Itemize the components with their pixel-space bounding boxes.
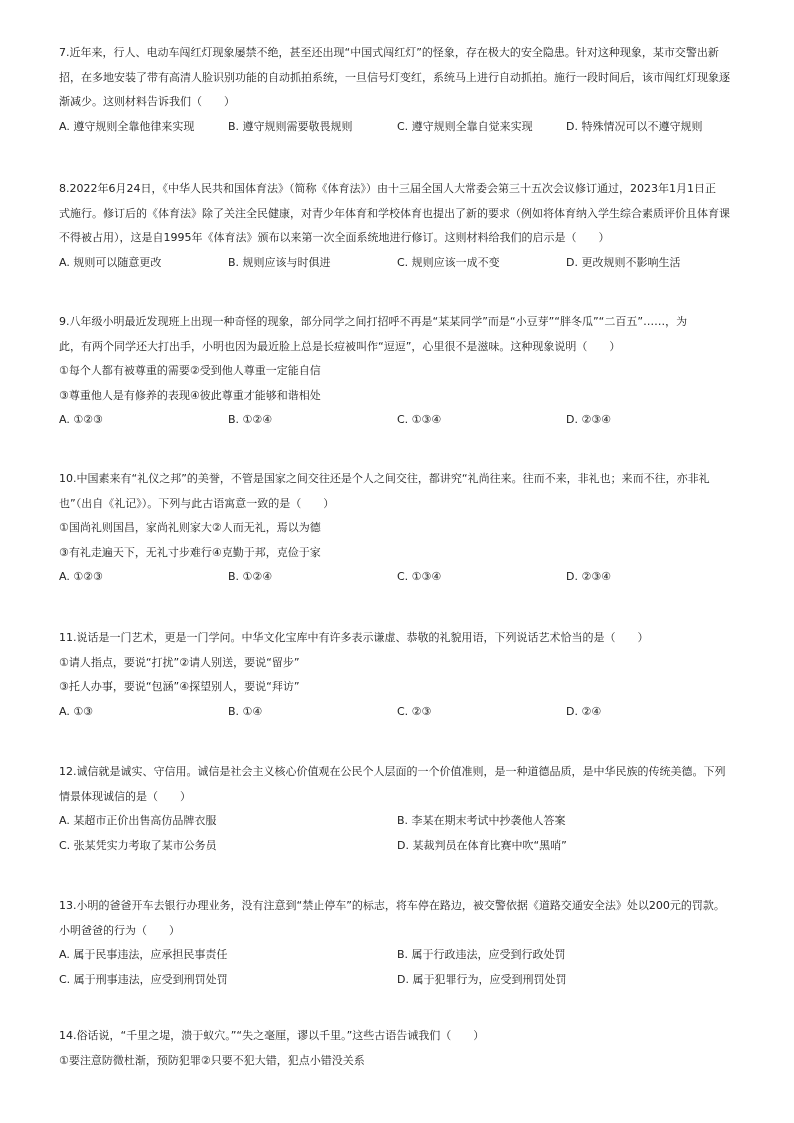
option-b: B. 李某在期末考试中抄袭他人答案: [397, 814, 566, 827]
question-text: 8.2022年6月24日，《中华人民共和国体育法》（简称《体育法》）由十三届全国人大常委会第三十五次会议修订通过，2023年1月1日正: [59, 182, 716, 195]
option-a: A. ①②③: [59, 570, 103, 583]
option-a: A. ①③: [59, 704, 94, 718]
option-c: C. 属于刑事违法，应受到刑罚处罚: [59, 972, 228, 986]
options-row: [59, 251, 739, 276]
question-11: [59, 626, 739, 724]
option-b: B. 遵守规则需要敬畏规则: [228, 119, 353, 133]
option-b: B. 规则应该与时俱进: [228, 255, 331, 269]
options-row: [59, 700, 739, 725]
question-text: 10.中国素来有“礼仪之邦”的美誉，不管是国家之间交往还是个人之间交往，都讲究“礼尚往来。往而不来，非礼也；来而不往，亦非礼: [59, 472, 710, 485]
option-c: C. 规则应该一成不变: [397, 255, 500, 269]
question-statement: ③有礼走遍天下，无礼寸步难行④克勤于邦，克俭于家: [59, 545, 321, 559]
question-text: 招，在多地安装了带有高清人脸识别功能的自动抓拍系统，一旦信号灯变红，系统马上进行自动抓拍。施行一段时间后，该市闯红灯现象逐: [59, 70, 730, 84]
option-d: D. 更改规则不影响生活: [566, 255, 681, 269]
option-b: B. 属于行政违法，应受到行政处罚: [397, 948, 566, 961]
option-a: A. 规则可以随意更改: [59, 255, 162, 269]
question-8: [59, 177, 739, 275]
option-b: B. ①②④: [228, 413, 273, 426]
question-statement: ①要注意防微杜渐，预防犯罪②只要不犯大错，犯点小错没关系: [59, 1053, 365, 1067]
option-a: A. 某超市正价出售高仿品牌衣服: [59, 814, 217, 827]
option-d: D. ②③④: [566, 413, 612, 426]
options-row: [59, 408, 739, 433]
question-12: [59, 760, 739, 858]
options-row: [59, 565, 739, 590]
option-c: C. 张某凭实力考取了某市公务员: [59, 838, 217, 852]
option-a: A. 遵守规则全靠他律来实现: [59, 119, 195, 133]
question-14: [59, 1024, 739, 1073]
question-7: [59, 41, 739, 139]
options-row: [59, 834, 739, 859]
question-statement: ①每个人都有被尊重的需要②受到他人尊重一定能自信: [59, 364, 321, 377]
question-9: [59, 310, 739, 433]
question-10: [59, 467, 739, 590]
question-13: [59, 894, 739, 992]
option-d: D. ②③④: [566, 570, 612, 583]
question-text: 情景体现诚信的是（ ）: [59, 789, 191, 803]
option-c: C. 遵守规则全靠自觉来实现: [397, 119, 533, 133]
option-c: C. ①③④: [397, 570, 442, 583]
options-row: [59, 809, 739, 834]
question-statement: ③托人办事，要说“包涵”④探望别人，要说“拜访”: [59, 680, 300, 693]
option-a: A. ①②③: [59, 413, 103, 426]
option-c: C. ①③④: [397, 413, 442, 426]
option-d: D. 某裁判员在体育比赛中吹“黑哨”: [397, 838, 567, 852]
question-text: 式施行。修订后的《体育法》除了关注全民健康，对青少年体育和学校体育也提出了新的要求（例如将体育纳入学生综合素质评价且体育课: [59, 206, 730, 220]
options-row: [59, 115, 739, 140]
option-b: B. ①④: [228, 704, 263, 718]
question-text: 12.诚信就是诚实、守信用。诚信是社会主义核心价值观在公民个人层面的一个价值准则，是一种道德品质，是中华民族的传统美德。下列: [59, 765, 726, 778]
question-text: 不得被占用），这是自1995年《体育法》颁布以来第一次全面系统地进行修订。这则材料给我们的启示是（ ）: [59, 231, 610, 244]
option-c: C. ②③: [397, 704, 432, 718]
question-statement: ③尊重他人是有修养的表现④彼此尊重才能够和谐相处: [59, 388, 321, 402]
option-d: D. ②④: [566, 704, 602, 718]
option-a: A. 属于民事违法，应承担民事责任: [59, 948, 228, 961]
options-row: [59, 968, 739, 993]
question-text: 也”（出自《礼记》）。下列与此古语寓意一致的是（ ）: [59, 496, 335, 510]
question-statement: ①国尚礼则国昌，家尚礼则家大②人而无礼，焉以为德: [59, 521, 321, 534]
question-text: 小明爸爸的行为（ ）: [59, 923, 180, 937]
question-statement: ①请人指点，要说“打扰”②请人别送，要说“留步”: [59, 655, 300, 669]
options-row: [59, 943, 739, 968]
question-text: 13.小明的爸爸开车去银行办理业务，没有注意到“禁止停车”的标志，将车停在路边，被交警依据《道路交通安全法》处以200元的罚款。: [59, 899, 725, 912]
question-text: 7.近年来，行人、电动车闯红灯现象屡禁不绝，甚至还出现“中国式闯红灯”的怪象，存在极大的安全隐患。针对这种现象，某市交警出新: [59, 46, 719, 59]
question-text: 11.说话是一门艺术，更是一门学问。中华文化宝库中有许多表示谦虚、恭敬的礼貌用语，下列说话艺术恰当的是（ ）: [59, 631, 649, 644]
question-text: 此，有两个同学还大打出手，小明也因为最近脸上总是长痘被叫作“逗逗”，心里很不是滋味。这种现象说明（ ）: [59, 339, 621, 353]
option-d: D. 属于犯罪行为，应受到刑罚处罚: [397, 972, 567, 986]
option-d: D. 特殊情况可以不遵守规则: [566, 119, 703, 133]
option-b: B. ①②④: [228, 570, 273, 583]
question-text: 14.俗话说，“千里之堤，溃于蚁穴。”“失之毫厘，谬以千里。”这些古语告诫我们（ ）: [59, 1029, 485, 1042]
question-text: 9.八年级小明最近发现班上出现一种奇怪的现象，部分同学之间打招呼不再是“某某同学”而是“小豆芽”“胖冬瓜”“二百五”……，为: [59, 315, 688, 328]
question-text: 渐减少。这则材料告诉我们（ ）: [59, 95, 235, 108]
